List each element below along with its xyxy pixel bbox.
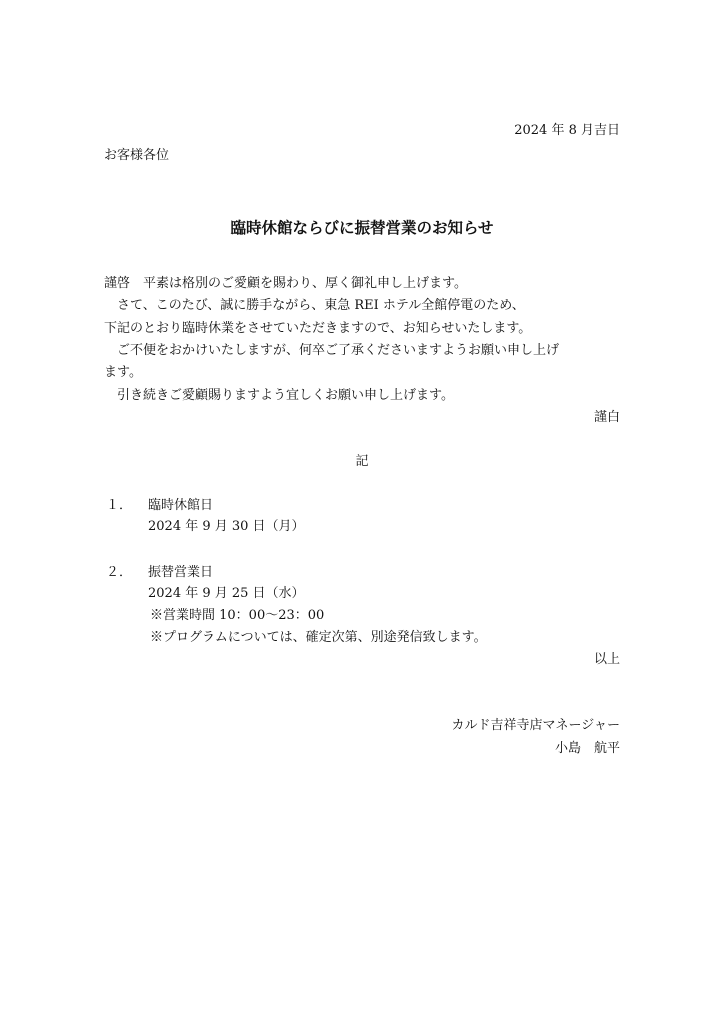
item-2-date: 2024 年 9 月 25 日（水） [148,586,305,601]
body-line-5: ます。 [104,365,142,380]
document-date: 2024 年 8 月吉日 [514,123,620,138]
item-1-heading: 臨時休館日 [148,498,214,513]
addressee: お客様各位 [104,148,170,163]
closing-kinpaku: 謹白 [593,410,620,425]
item-2-number: ２． [106,565,133,580]
item-1-date: 2024 年 9 月 30 日（月） [148,519,305,534]
item-1-number: １． [106,498,133,513]
document-title: 臨時休館ならびに振替営業のお知らせ [230,219,494,237]
item-2-heading: 振替営業日 [148,565,214,580]
item-2-program-note: ※プログラムについては、確定次第、別途発信致します。 [150,630,487,645]
item-2-hours-note: ※営業時間 10：00～23：00 [150,608,325,623]
body-line-greeting: 謹啓 平素は格別のご愛顧を賜わり、厚く御礼申し上げます。 [104,276,467,291]
body-line-4: ご不便をおかけいたしますが、何卒ご了承くださいますようお願い申し上げ [117,343,560,358]
body-line-3: 下記のとおり臨時休業をさせていただきますので、お知らせいたします。 [104,321,532,336]
ijou-closing: 以上 [593,652,620,667]
signature-name: 小島 航平 [554,741,620,756]
body-line-6: 引き続きご愛顧賜りますよう宜しくお願い申し上げます。 [117,388,454,403]
body-line-2: さて、このたび、誠に勝手ながら、東急 REI ホテル全館停電のため、 [117,298,525,313]
signature-organization: カルド吉祥寺店マネージャー [451,718,620,733]
ki-heading: 記 [355,454,369,469]
